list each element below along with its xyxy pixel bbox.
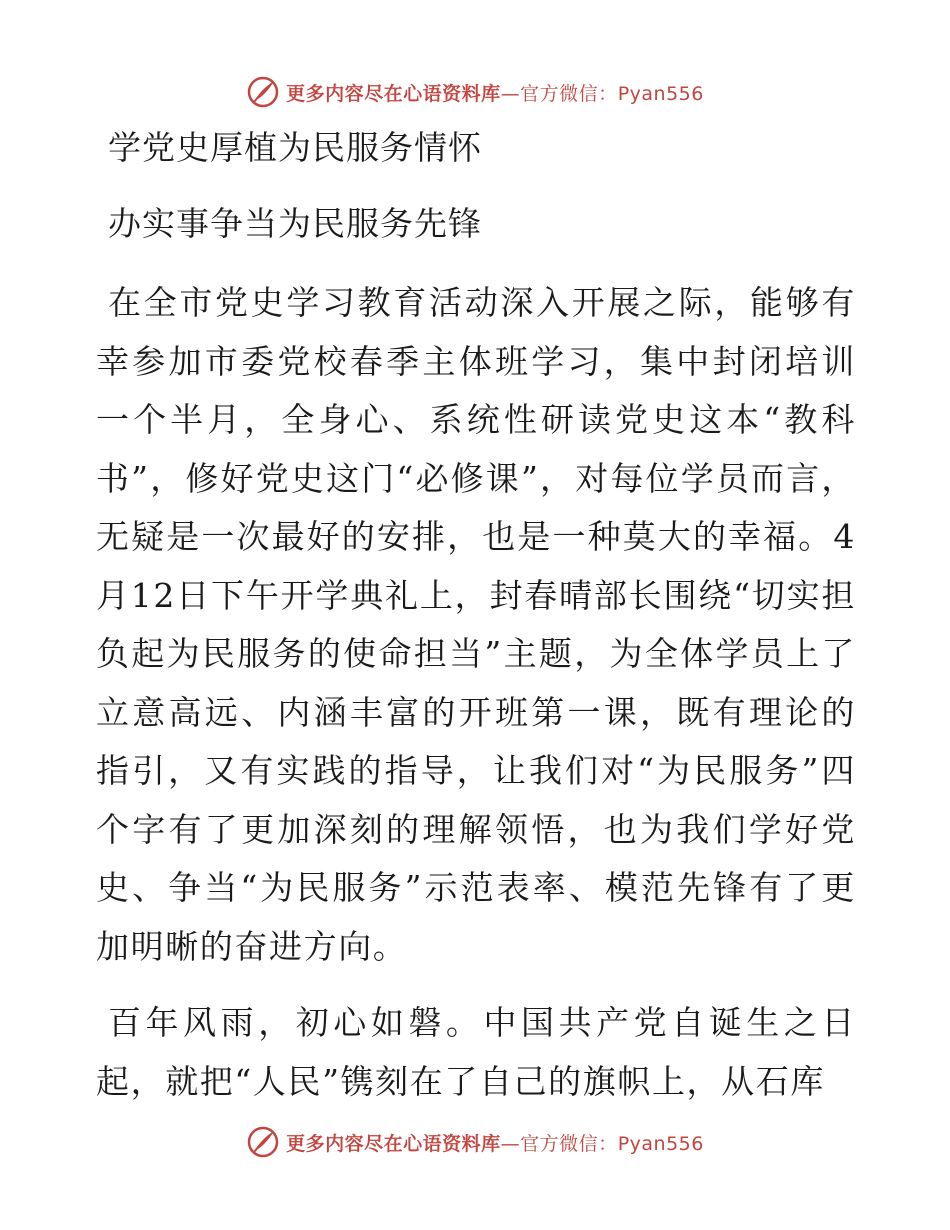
paragraph-1: 在全市党史学习教育活动深入开展之际，能够有幸参加市委党校春季主体班学习，集中封闭培训一个半月，全身心、系统性研读党史这本“教科书”，修好党史这门“必修课”，对每位学员而言，无疑是一次最好的安排，也是一种莫大的幸福。4月12日下午开学典礼上，封春晴部长围绕“切实担负起为民服务的使命担当”主题，为全体学员上了立意高远、内涵丰富的开班第一课，既有理论的指引，又有实践的指导，让我们对“为民服务”四个字有了更加深刻的理解领悟，也为我们学好党史、争当“为民服务”示范表率、模范先锋有了更加明晰的奋进方向。: [96, 283, 856, 966]
title-line-1: 学党史厚植为民服务情怀: [108, 128, 482, 167]
watermark-label: 官方微信：: [520, 1132, 618, 1155]
watermark-text: [286, 79, 704, 106]
document-body: [96, 118, 856, 1111]
watermark-brand: 更多内容尽在心语资料库: [286, 82, 501, 105]
quill-logo-icon: [246, 75, 280, 109]
paragraph-2: 百年风雨，初心如磐。中国共产党自诞生之日起，就把“人民”镌刻在了自己的旗帜上，从石库: [96, 1003, 856, 1101]
watermark-brand: 更多内容尽在心语资料库: [286, 1132, 501, 1155]
header-watermark: [0, 72, 950, 112]
watermark-label: 官方微信：: [520, 82, 618, 105]
quill-logo-icon: [246, 1125, 280, 1159]
watermark-separator: —: [500, 1132, 521, 1155]
title-line-2: 办实事争当为民服务先锋: [108, 204, 482, 243]
watermark-separator: —: [500, 82, 521, 105]
watermark-text: [286, 1129, 704, 1156]
footer-watermark: [0, 1122, 950, 1162]
watermark-wechat-id: Pyan556: [617, 1132, 704, 1155]
watermark-wechat-id: Pyan556: [617, 82, 704, 105]
